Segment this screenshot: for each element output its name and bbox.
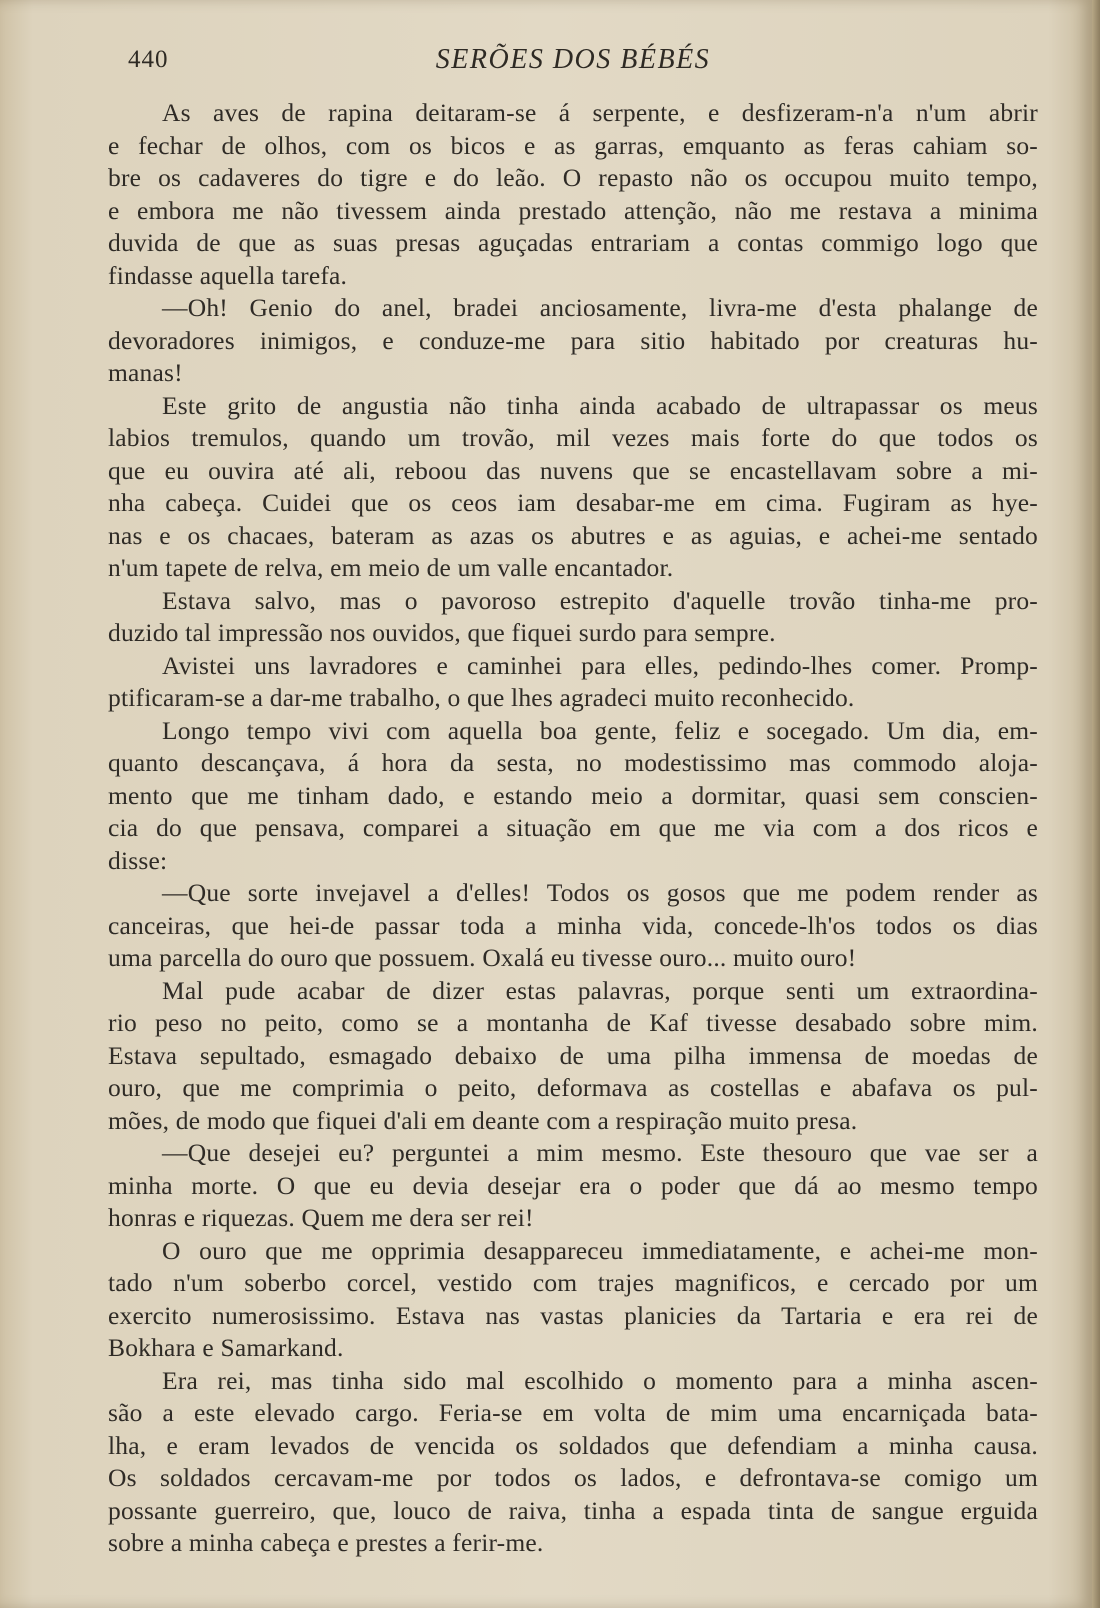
text-line: e fechar de olhos, com os bicos e as garras, emquanto as feras cahiam so- — [108, 130, 1038, 160]
text-line: findasse aquella tarefa. — [108, 260, 348, 290]
text-line: labios tremulos, quando um trovão, mil vezes mais forte do que todos os — [108, 423, 1038, 452]
text-line: exercito numerosissimo. Estava nas vastas planicies da Tartaria e era rei de — [108, 1300, 1038, 1330]
text-line: Este grito de angustia não tinha ainda acabado de ultrapassar os meus — [162, 390, 1038, 420]
text-line: são a este elevado cargo. Feria-se em volta de mim uma encarniçada bata- — [108, 1398, 1038, 1427]
text-line: honras e riquezas. Quem me dera ser rei! — [108, 1203, 534, 1232]
text-line: manas! — [108, 358, 183, 387]
running-title: SERÕES DOS BÉBÉS — [435, 44, 711, 75]
text-line: duvida de que as suas presas aguçadas entrariam a contas commigo logo que — [108, 228, 1038, 257]
text-line: disse: — [108, 845, 168, 875]
text-line: mento que me tinham dado, e estando meio a dormitar, quasi sem conscien- — [108, 780, 1038, 810]
text-line: bre os cadaveres do tigre e do leão. O repasto não os occupou muito tempo, — [108, 163, 1038, 192]
text-line: quanto descançava, á hora da sesta, no modestissimo mas commodo aloja- — [108, 748, 1038, 777]
text-line: ouro, que me comprimia o peito, deformava as costellas e abafava os pul- — [108, 1073, 1038, 1102]
text-line: n'um tapete de relva, em meio de um valle encantador. — [108, 553, 674, 582]
page-edge — [1092, 0, 1100, 1608]
text-line: canceiras, que hei-de passar toda a minha vida, concede-lh'os todos os dias — [108, 910, 1038, 940]
text-line: Estava salvo, mas o pavoroso estrepito d'aquelle trovão tinha-me pro- — [162, 585, 1038, 615]
text-line: lha, e eram levados de vencida os soldados que defendiam a minha causa. — [108, 1430, 1038, 1460]
text-line: O ouro que me opprimia desappareceu immediatamente, e achei-me mon- — [162, 1235, 1038, 1265]
text-line: —Que sorte invejavel a d'elles! Todos os gosos que me podem render as — [162, 878, 1038, 907]
text-line: tado n'um soberbo corcel, vestido com trajes magnificos, e cercado por um — [108, 1268, 1038, 1297]
text-line: Longo tempo vivi com aquella boa gente, feliz e socegado. Um dia, em- — [162, 715, 1038, 745]
text-line: Bokhara e Samarkand. — [108, 1333, 344, 1362]
text-line: Era rei, mas tinha sido mal escolhido o momento para a minha ascen- — [162, 1365, 1038, 1395]
running-head — [108, 40, 1038, 80]
text-line: rio peso no peito, como se a montanha de Kaf tivesse desabado sobre mim. — [108, 1008, 1038, 1037]
text-line: Os soldados cercavam-me por todos os lados, e defrontava-se comigo um — [108, 1463, 1038, 1492]
text-line: e embora me não tivessem ainda prestado attenção, não me restava a minima — [108, 195, 1038, 225]
text-line: sobre a minha cabeça e prestes a ferir-me. — [108, 1528, 544, 1557]
text-line: que eu ouvira até ali, reboou das nuvens que se encastellavam sobre a mi- — [108, 455, 1038, 485]
text-line: ptificaram-se a dar-me trabalho, o que lhes agradeci muito reconhecido. — [108, 683, 855, 712]
text-line: nas e os chacaes, bateram as azas os abutres e as aguias, e achei-me sentado — [108, 520, 1038, 550]
text-line: nha cabeça. Cuidei que os ceos iam desabar-me em cima. Fugiram as hye- — [108, 488, 1038, 517]
text-line: Avistei uns lavradores e caminhei para elles, pedindo-lhes comer. Promp- — [162, 650, 1038, 680]
text-line: —Que desejei eu? perguntei a mim mesmo. Este thesouro que vae ser a — [162, 1138, 1038, 1167]
page-number: 440 — [128, 46, 169, 73]
text-line: devoradores inimigos, e conduze-me para sitio habitado por creaturas hu- — [108, 325, 1038, 355]
text-line: cia do que pensava, comparei a situação em que me via com a dos ricos e — [108, 813, 1038, 842]
text-line: duzido tal impressão nos ouvidos, que fiquei surdo para sempre. — [108, 618, 776, 647]
text-line: mões, de modo que fiquei d'ali em deante com a respiração muito presa. — [108, 1105, 858, 1135]
text-line: minha morte. O que eu devia desejar era o poder que dá ao mesmo tempo — [108, 1170, 1038, 1200]
text-line: possante guerreiro, que, louco de raiva, tinha a espada tinta de sangue erguida — [108, 1495, 1038, 1525]
text-line: uma parcella do ouro que possuem. Oxalá eu tivesse ouro... muito ouro! — [108, 943, 857, 972]
text-line: —Oh! Genio do anel, bradei anciosamente, livra-me d'esta phalange de — [162, 293, 1038, 322]
text-line: As aves de rapina deitaram-se á serpente, e desfizeram-n'a n'um abrir — [162, 98, 1038, 127]
text-line: Mal pude acabar de dizer estas palavras, porque senti um extraordina- — [162, 975, 1038, 1005]
body-text — [108, 97, 1038, 1560]
text-line: Estava sepultado, esmagado debaixo de uma pilha immensa de moedas de — [108, 1040, 1038, 1070]
